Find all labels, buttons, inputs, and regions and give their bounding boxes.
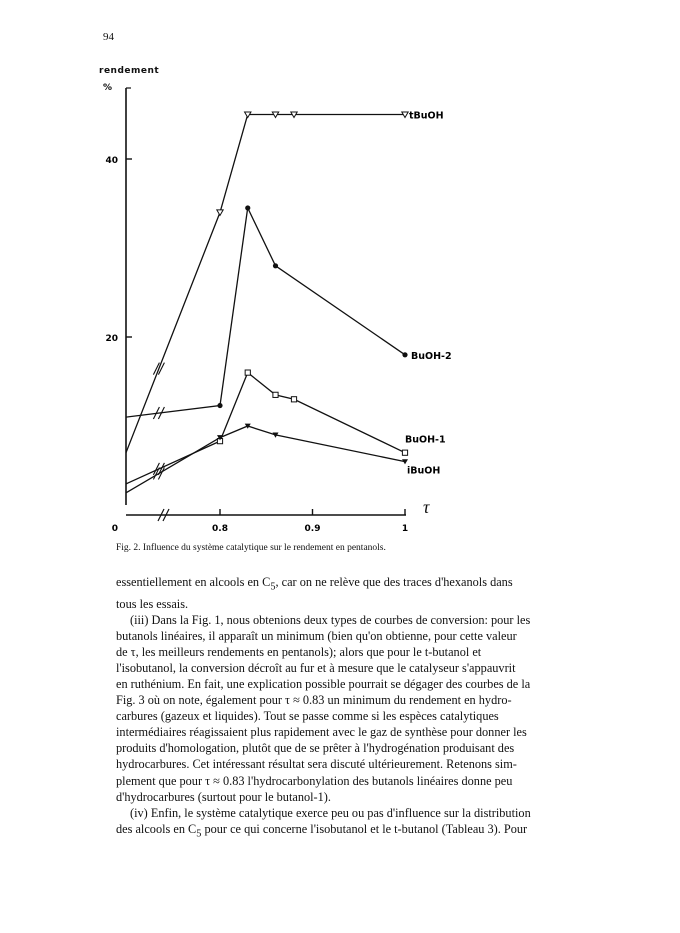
text-line: d'hydrocarbures (surtout pour le butanol-1).: [116, 789, 331, 804]
point-buoh-1: [291, 397, 296, 402]
x-tick-label: 1: [401, 524, 409, 534]
y-tick-label: 20: [105, 334, 118, 344]
text-line: de τ, les meilleurs rendements en pentanols); alors que pour le t-butanol et: [116, 644, 482, 659]
point-buoh-1: [402, 450, 407, 455]
text-line: produits d'homologation, plutôt que de se prêter à l'hydrogénation produisant des: [116, 741, 515, 756]
series-label-buoh-2: BuOH-2: [411, 350, 452, 362]
text-line: carbures (gazeux et liquides). Tout se passe comme si les espèces catalytiques: [116, 709, 499, 724]
text-line: hydrocarbures. Cet intéressant résultat sera discuté ultérieurement. Retenons sim-: [116, 757, 517, 772]
text-line: tous les essais.: [116, 596, 189, 611]
series-label-buoh-1: BuOH-1: [405, 434, 446, 446]
series-line-ibuoh: [126, 426, 405, 493]
text-line: en ruthénium. En fait, une explication possible pourrait se dégager des courbes de la: [116, 677, 531, 692]
origin-label: 0: [111, 524, 118, 534]
y-axis-label: rendement: [99, 66, 160, 76]
series-label-ibuoh: iBuOH: [407, 465, 441, 477]
text-line: (iv) Enfin, le système catalytique exerce peu ou pas d'influence sur la distribution: [130, 805, 531, 820]
figure-caption: Fig. 2. Influence du système catalytique sur le rendement en pentanols.: [116, 543, 386, 553]
point-buoh-1: [273, 392, 278, 397]
series-line-tbuoh: [126, 115, 405, 453]
series-line-buoh-1: [126, 373, 405, 484]
text-line: (iii) Dans la Fig. 1, nous obtenions deux types de courbes de conversion: pour les: [130, 612, 531, 627]
body-text: [116, 574, 568, 842]
point-tbuoh: [217, 210, 223, 216]
x-tick-label: 0.8: [212, 524, 228, 534]
tau-symbol: τ: [423, 497, 430, 517]
y-tick-label: 40: [105, 156, 118, 166]
series-label-tbuoh: tBuOH: [409, 110, 444, 122]
point-buoh-2: [273, 263, 278, 268]
point-buoh-1: [245, 370, 250, 375]
x-tick-label: 0.9: [304, 524, 321, 534]
text-line: butanols linéaires, il apparaît un minimum (bien qu'on obtienne, pour cette valeur: [116, 628, 517, 643]
point-buoh-2: [402, 352, 407, 357]
page-number: 94: [103, 31, 114, 43]
y-axis-unit: %: [103, 83, 113, 93]
text-line: des alcools en $C_5$ pour ce qui concerne l'isobutanol et le t-butanol (Tableau 3). Pour: [116, 821, 528, 840]
text-line: plement que pour τ ≈ 0.83 l'hydrocarbonylation des butanols linéaires donne peu: [116, 773, 513, 788]
point-buoh-2: [217, 403, 222, 408]
text-line: Fig. 3 où on note, également pour τ ≈ 0.83 un minimum du rendement en hydro-: [116, 693, 512, 708]
text-line: intermédiaires réagissaient plus rapidement avec le gaz de synthèse pour donner les: [116, 725, 527, 740]
text-line: essentiellement en alcools en $C_5$, car on ne relève que des traces d'hexanols dans: [116, 575, 513, 593]
text-line: l'isobutanol, la conversion décroît au fur et à mesure que le catalyseur s'appauvrit: [116, 660, 516, 675]
point-buoh-2: [245, 205, 250, 210]
series-line-buoh-2: [126, 208, 405, 417]
